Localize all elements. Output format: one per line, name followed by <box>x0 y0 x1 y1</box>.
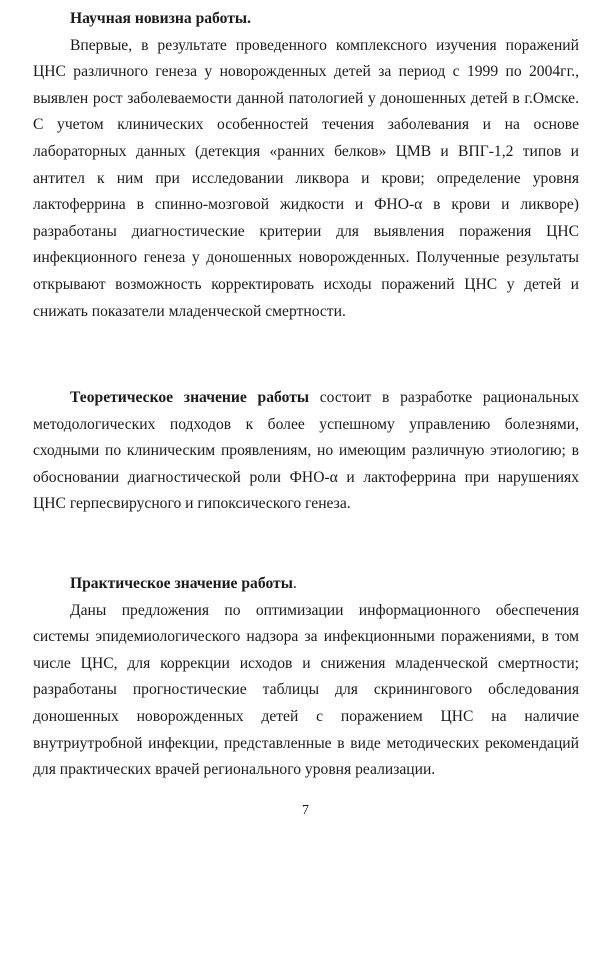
paragraph-theoretical-text: состоит в разработке рациональных методологических подходов к более успешному управлению болезнями, сходными по клиническим проявлениям, но имеющим различную этиологию; в обосновании диагностической роли ФНО-α и лактоферрина при нарушениях ЦНС герпесвирусного и гипоксического генеза. <box>33 389 579 513</box>
paragraph-practical: Даны предложения по оптимизации информационного обеспечения системы эпидемиологического надзора за инфекционными поражениями, в том числе ЦНС, для коррекции исходов и снижения младенческой смертности; разработаны прогностические таблицы для скринингового обследования доношенных новорожденных детей с поражением ЦНС на наличие внутриутробной инфекции, представленные в виде методических рекомендаций для практических врачей регионального уровня реализации. <box>33 601 579 779</box>
section-heading-practical-period: . <box>292 575 297 592</box>
section-theoretical <box>33 385 579 518</box>
paragraph-theoretical <box>33 385 579 518</box>
inline-heading-theoretical: Теоретическое значение работы <box>70 389 310 406</box>
section-heading-novelty: Научная новизна работы. <box>70 10 251 27</box>
paragraph-novelty: Впервые, в результате проведенного комплексного изучения поражений ЦНС различного генеза у новорожденных детей за период с 1999 по 2004гг., выявлен рост заболеваемости данной патологией у доношенных детей в г.Омске. С учетом клинических особенностей течения заболевания и на основе лабораторных данных (детекция «ранних белков» ЦМВ и ВПГ-1,2 типов и антител к ним при исследовании ликвора и крови; определение уровня лактоферрина в спинно-мозговой жидкости и ФНО-α в крови и ликворе) разработаны диагностические критерии для выявления поражения ЦНС инфекционного генеза у доношенных новорожденных. Полученные результаты открывают возможность корректировать исходы поражений ЦНС у детей и снижать показатели младенческой смертности. <box>33 36 579 320</box>
section-novelty <box>33 6 579 325</box>
page-number: 7 <box>302 803 309 818</box>
section-practical <box>33 571 579 784</box>
section-heading-practical-text: Практическое значение работы <box>70 575 293 592</box>
section-heading-practical <box>33 571 579 598</box>
